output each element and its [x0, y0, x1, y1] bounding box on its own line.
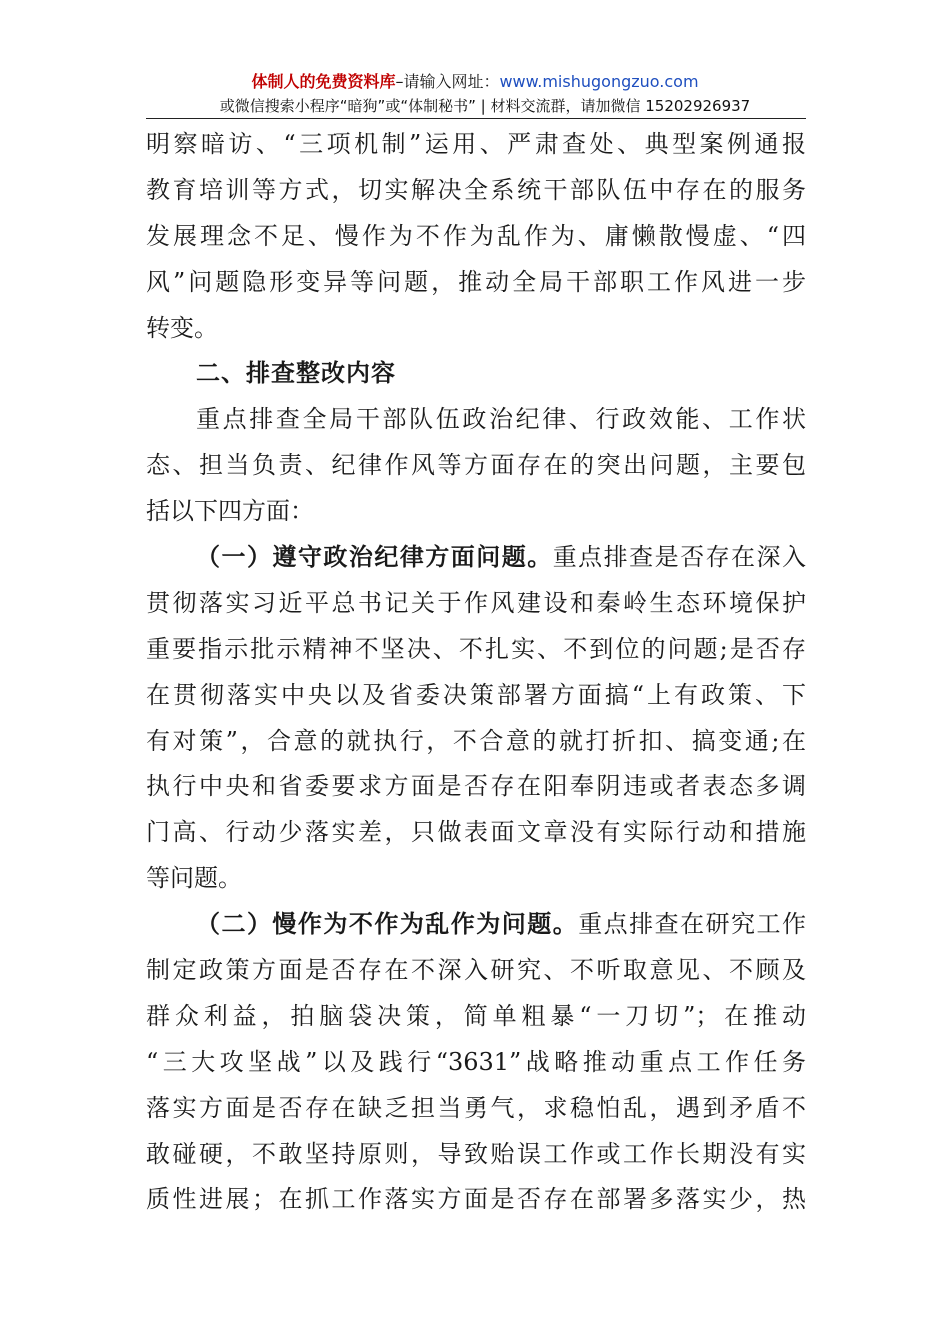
subsection-title: （一）遵守政治纪律方面问题。 [196, 543, 553, 572]
subsection-text: 重点排查在研究工作 [578, 910, 806, 939]
paragraph-line: 执行中央和省委要求方面是否存在阳奉阴违或者表态多调 [146, 772, 806, 801]
paragraph-line: 风”问题隐形变异等问题，推动全局干部职工作风进一步 [146, 267, 806, 296]
paragraph-line: 重要指示批示精神不坚决、不扎实、不到位的问题;是否存 [146, 634, 806, 663]
section-heading: 二、排查整改内容 [196, 359, 396, 388]
paragraph-line: 贯彻落实习近平总书记关于作风建设和秦岭生态环境保护 [146, 588, 806, 617]
header-line-1 [0, 70, 950, 94]
paragraph-line: 门高、行动少落实差，只做表面文章没有实际行动和措施 [146, 818, 806, 847]
paragraph-line: 有对策”，合意的就执行，不合意的就打折扣、搞变通;在 [146, 726, 806, 755]
paragraph-line: 质性进展；在抓工作落实方面是否存在部署多落实少，热 [146, 1185, 806, 1214]
header-brand: 体制人的免费资料库 [251, 72, 396, 91]
paragraph-line: 转变。 [146, 313, 218, 342]
subsection-text: 重点排查是否存在深入 [552, 543, 806, 572]
subsection-first-line [146, 535, 806, 581]
header-url-link[interactable]: www.mishugongzuo.com [499, 72, 699, 91]
subsection-first-line [146, 902, 806, 948]
page-header [0, 70, 950, 118]
paragraph-line: 群众利益，拍脑袋决策，简单粗暴“一刀切”；在推动 [146, 1001, 806, 1030]
paragraph-line: 落实方面是否存在缺乏担当勇气，求稳怕乱，遇到矛盾不 [146, 1093, 806, 1122]
paragraph-line: 制定政策方面是否存在不深入研究、不听取意见、不顾及 [146, 956, 806, 985]
paragraph-line: 敢碰硬，不敢坚持原则，导致贻误工作或工作长期没有实 [146, 1139, 806, 1168]
header-divider [146, 118, 806, 119]
paragraph-line: 括以下四方面： [146, 497, 314, 526]
paragraph-line: 在贯彻落实中央以及省委决策部署方面搞“上有政策、下 [146, 680, 806, 709]
paragraph-line: 教育培训等方式，切实解决全系统干部队伍中存在的服务 [146, 175, 806, 204]
paragraph-line: 发展理念不足、慢作为不作为乱作为、庸懒散慢虚、“四 [146, 221, 806, 250]
paragraph-line: 重点排查全局干部队伍政治纪律、行政效能、工作状 [196, 405, 806, 434]
document-body [146, 122, 806, 1223]
header-prompt: –请输入网址： [395, 72, 500, 91]
subsection-title: （二）慢作为不作为乱作为问题。 [196, 910, 579, 939]
paragraph-line: 态、担当负责、纪律作风等方面存在的突出问题，主要包 [146, 451, 806, 480]
paragraph-line: 等问题。 [146, 864, 242, 893]
paragraph-line: “三大攻坚战”以及践行“3631”战略推动重点工作任务 [146, 1047, 806, 1076]
paragraph-line: 明察暗访、“三项机制”运用、严肃查处、典型案例通报 [146, 130, 806, 158]
header-line-2: 或微信搜索小程序“暗狗”或“体制秘书” | 材料交流群，请加微信 15202926937 [219, 97, 751, 115]
